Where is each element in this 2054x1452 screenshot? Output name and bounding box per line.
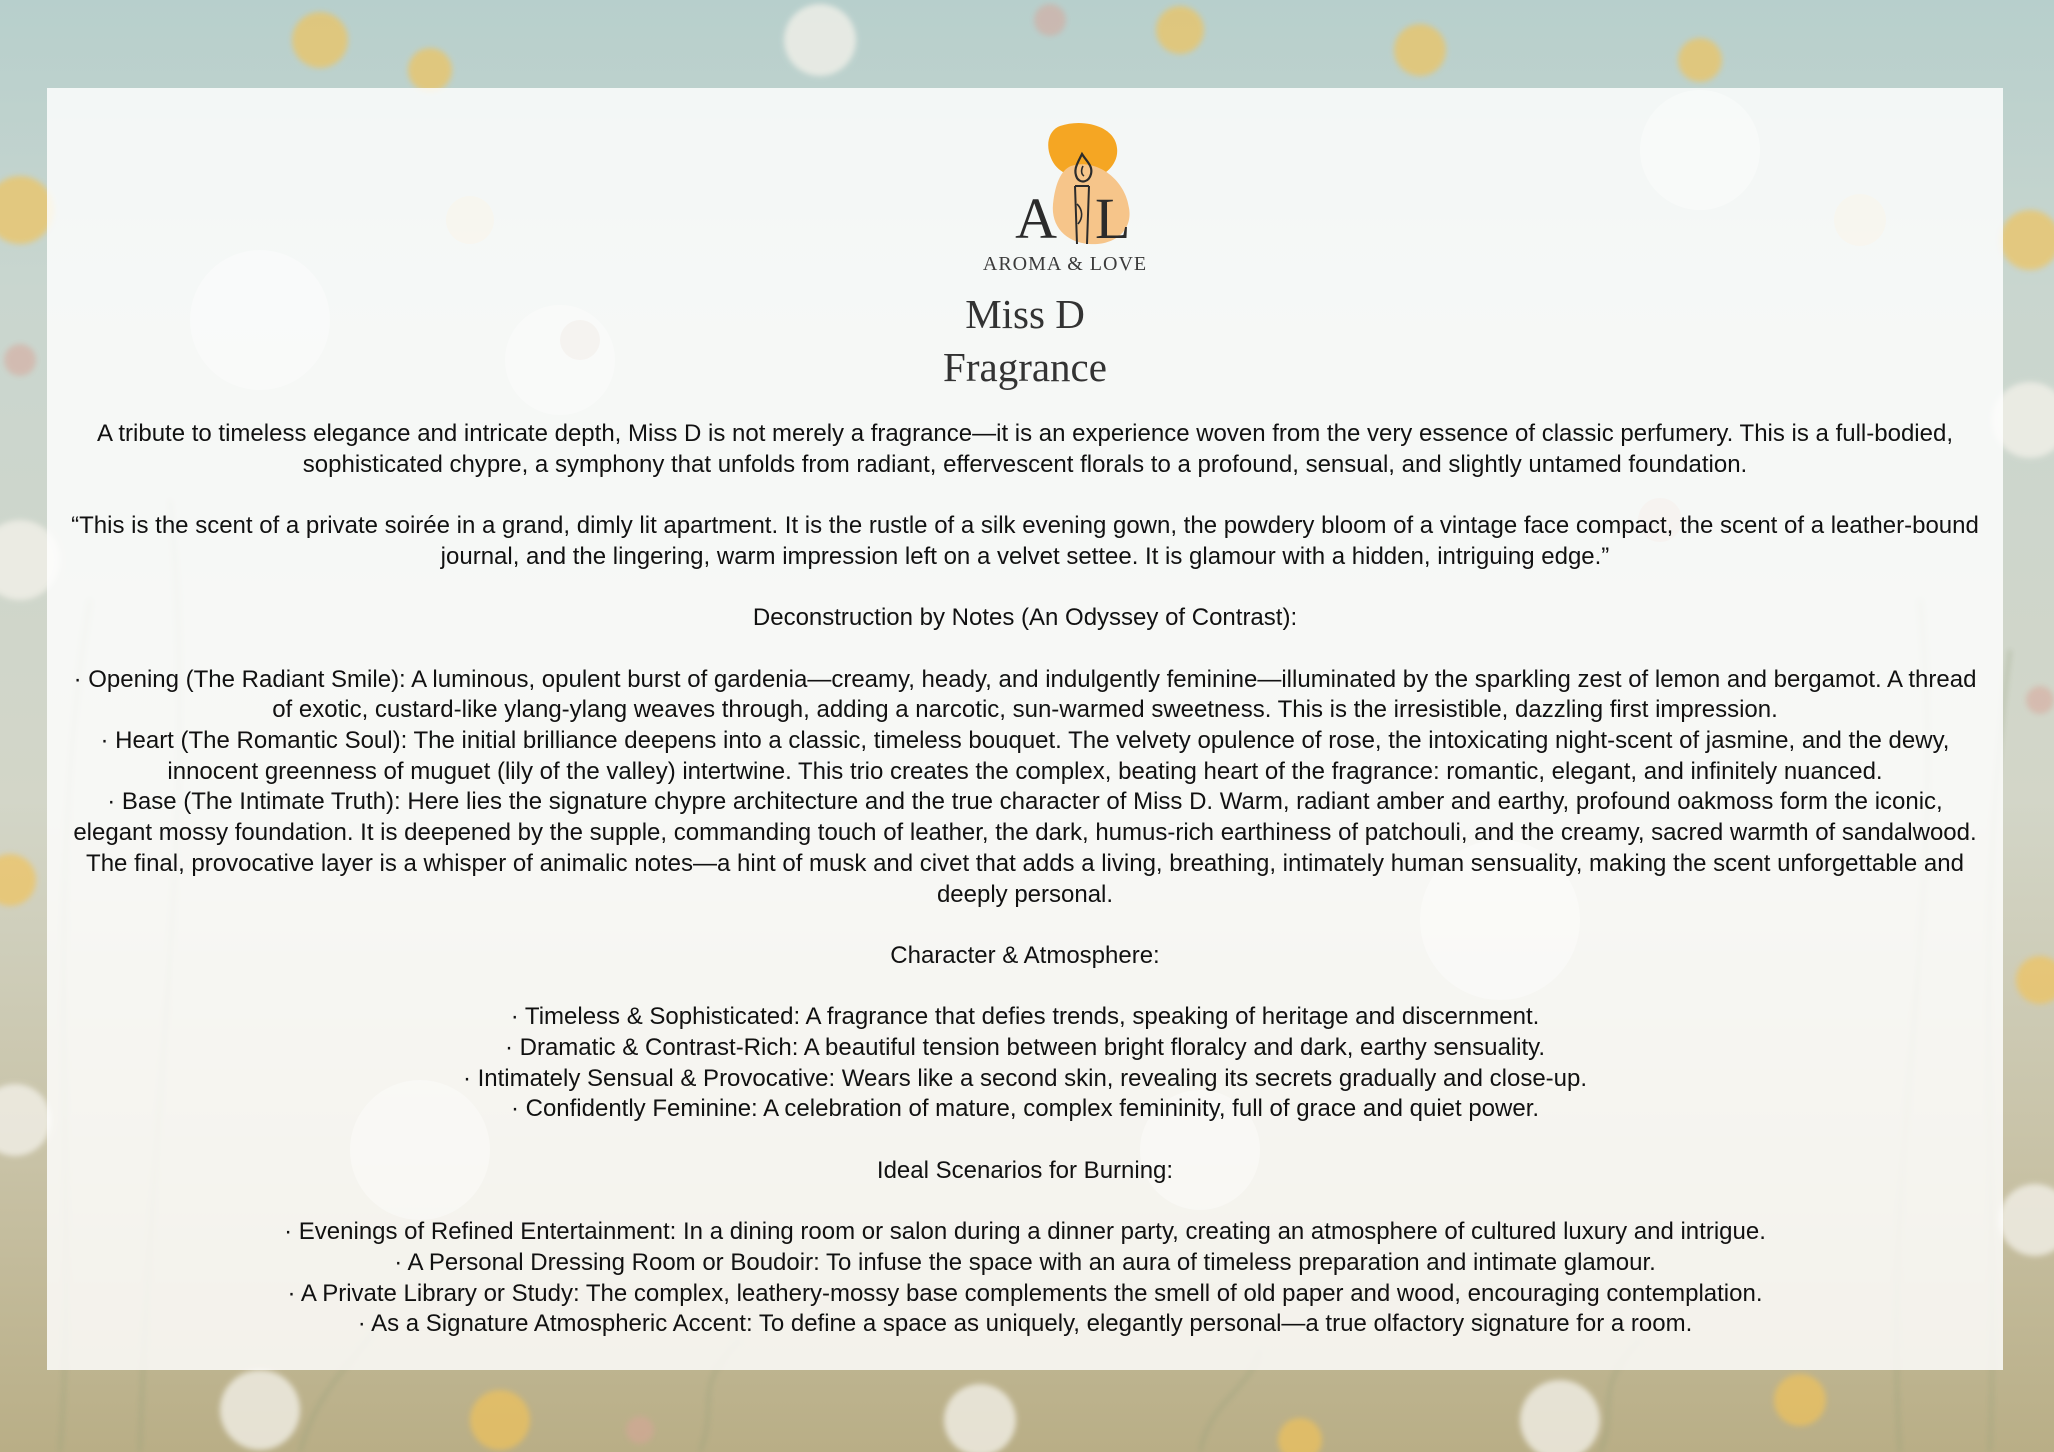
svg-text:L: L (1095, 186, 1131, 251)
character-item: · Timeless & Sophisticated: A fragrance that defies trends, speaking of heritage and discernment. (510, 1003, 1540, 1031)
brand-logo (965, 118, 1165, 275)
svg-text:A: A (1015, 186, 1057, 251)
character-item: · Dramatic & Contrast-Rich: A beautiful tension between bright floralcy and dark, earthy sensuality. (504, 1033, 1546, 1061)
description-card (47, 88, 2003, 1370)
character-item: · Intimately Sensual & Provocative: Wears like a second skin, revealing its secrets gradually and close-up. (462, 1064, 1588, 1092)
scenario-item: · A Private Library or Study: The complex, leathery-mossy base complements the smell of old paper and wood, encouraging contemplation. (287, 1279, 1763, 1307)
note-heart: · Heart (The Romantic Soul): The initial brilliance deepens into a classic, timeless bouquet. The velvety opulence of rose, the intoxicating night-scent of jasmine, and the dewy, innocent greenness of muguet (lily of the valley) intertwine. This trio creates the complex, beating heart of the fragrance: romantic, elegant, and infinitely nuanced. (100, 726, 1950, 785)
title-line-2: Fragrance (943, 344, 1107, 390)
page-title (47, 288, 2003, 394)
brand-name: AROMA & LOVE (982, 253, 1148, 275)
description-body (69, 419, 1981, 1340)
quote-paragraph: “This is the scent of a private soirée in a grand, dimly lit apartment. It is the rustle of a silk evening gown, the powdery bloom of a vintage face compact, the scent of a leather-bound journal, and the lingering, warm impression left on a velvet settee. It is glamour with a hidden, intriguing edge.” (71, 512, 1979, 570)
title-line-1: Miss D (965, 291, 1085, 337)
scenario-item: · A Personal Dressing Room or Boudoir: To infuse the space with an aura of timeless preparation and intimate glamour. (394, 1248, 1656, 1276)
notes-heading: Deconstruction by Notes (An Odyssey of Contrast): (752, 604, 1298, 632)
scenario-item: · As a Signature Atmospheric Accent: To define a space as uniquely, elegantly personal—a true olfactory signature for a room. (357, 1310, 1693, 1338)
character-item: · Confidently Feminine: A celebration of mature, complex femininity, full of grace and quiet power. (510, 1095, 1540, 1123)
character-heading: Character & Atmosphere: (890, 941, 1160, 969)
candle-logo-icon (965, 118, 1165, 253)
intro-paragraph: A tribute to timeless elegance and intricate depth, Miss D is not merely a fragrance—it is an experience woven from the very essence of classic perfumery. This is a full-bodied, sophisticated chypre, a symphony that unfolds from radiant, effervescent florals to a profound, sensual, and slightly untamed foundation. (97, 420, 1953, 478)
note-base: · Base (The Intimate Truth): Here lies the signature chypre architecture and the true character of Miss D. Warm, radiant amber and earthy, profound oakmoss form the iconic, elegant mossy foundation. It is deepened by the supple, commanding touch of leather, the dark, humus-rich earthiness of patchouli, and the creamy, sacred warmth of sandalwood. The final, provocative layer is a whisper of animalic notes—a hint of musk and civet that adds a living, breathing, intimately human sensuality, making the scent unforgettable and deeply personal. (73, 788, 1977, 908)
scenarios-heading: Ideal Scenarios for Burning: (876, 1156, 1174, 1184)
note-opening: · Opening (The Radiant Smile): A luminous, opulent burst of gardenia—creamy, heady, and indulgently feminine—illuminated by the sparkling zest of lemon and bergamot. A thread of exotic, custard-like ylang-ylang weaves through, adding a narcotic, sun-warmed sweetness. This is the irresistible, dazzling first impression. (73, 665, 1977, 724)
scenario-item: · Evenings of Refined Entertainment: In a dining room or salon during a dinner party, creating an atmosphere of cultured luxury and intrigue. (284, 1218, 1766, 1246)
